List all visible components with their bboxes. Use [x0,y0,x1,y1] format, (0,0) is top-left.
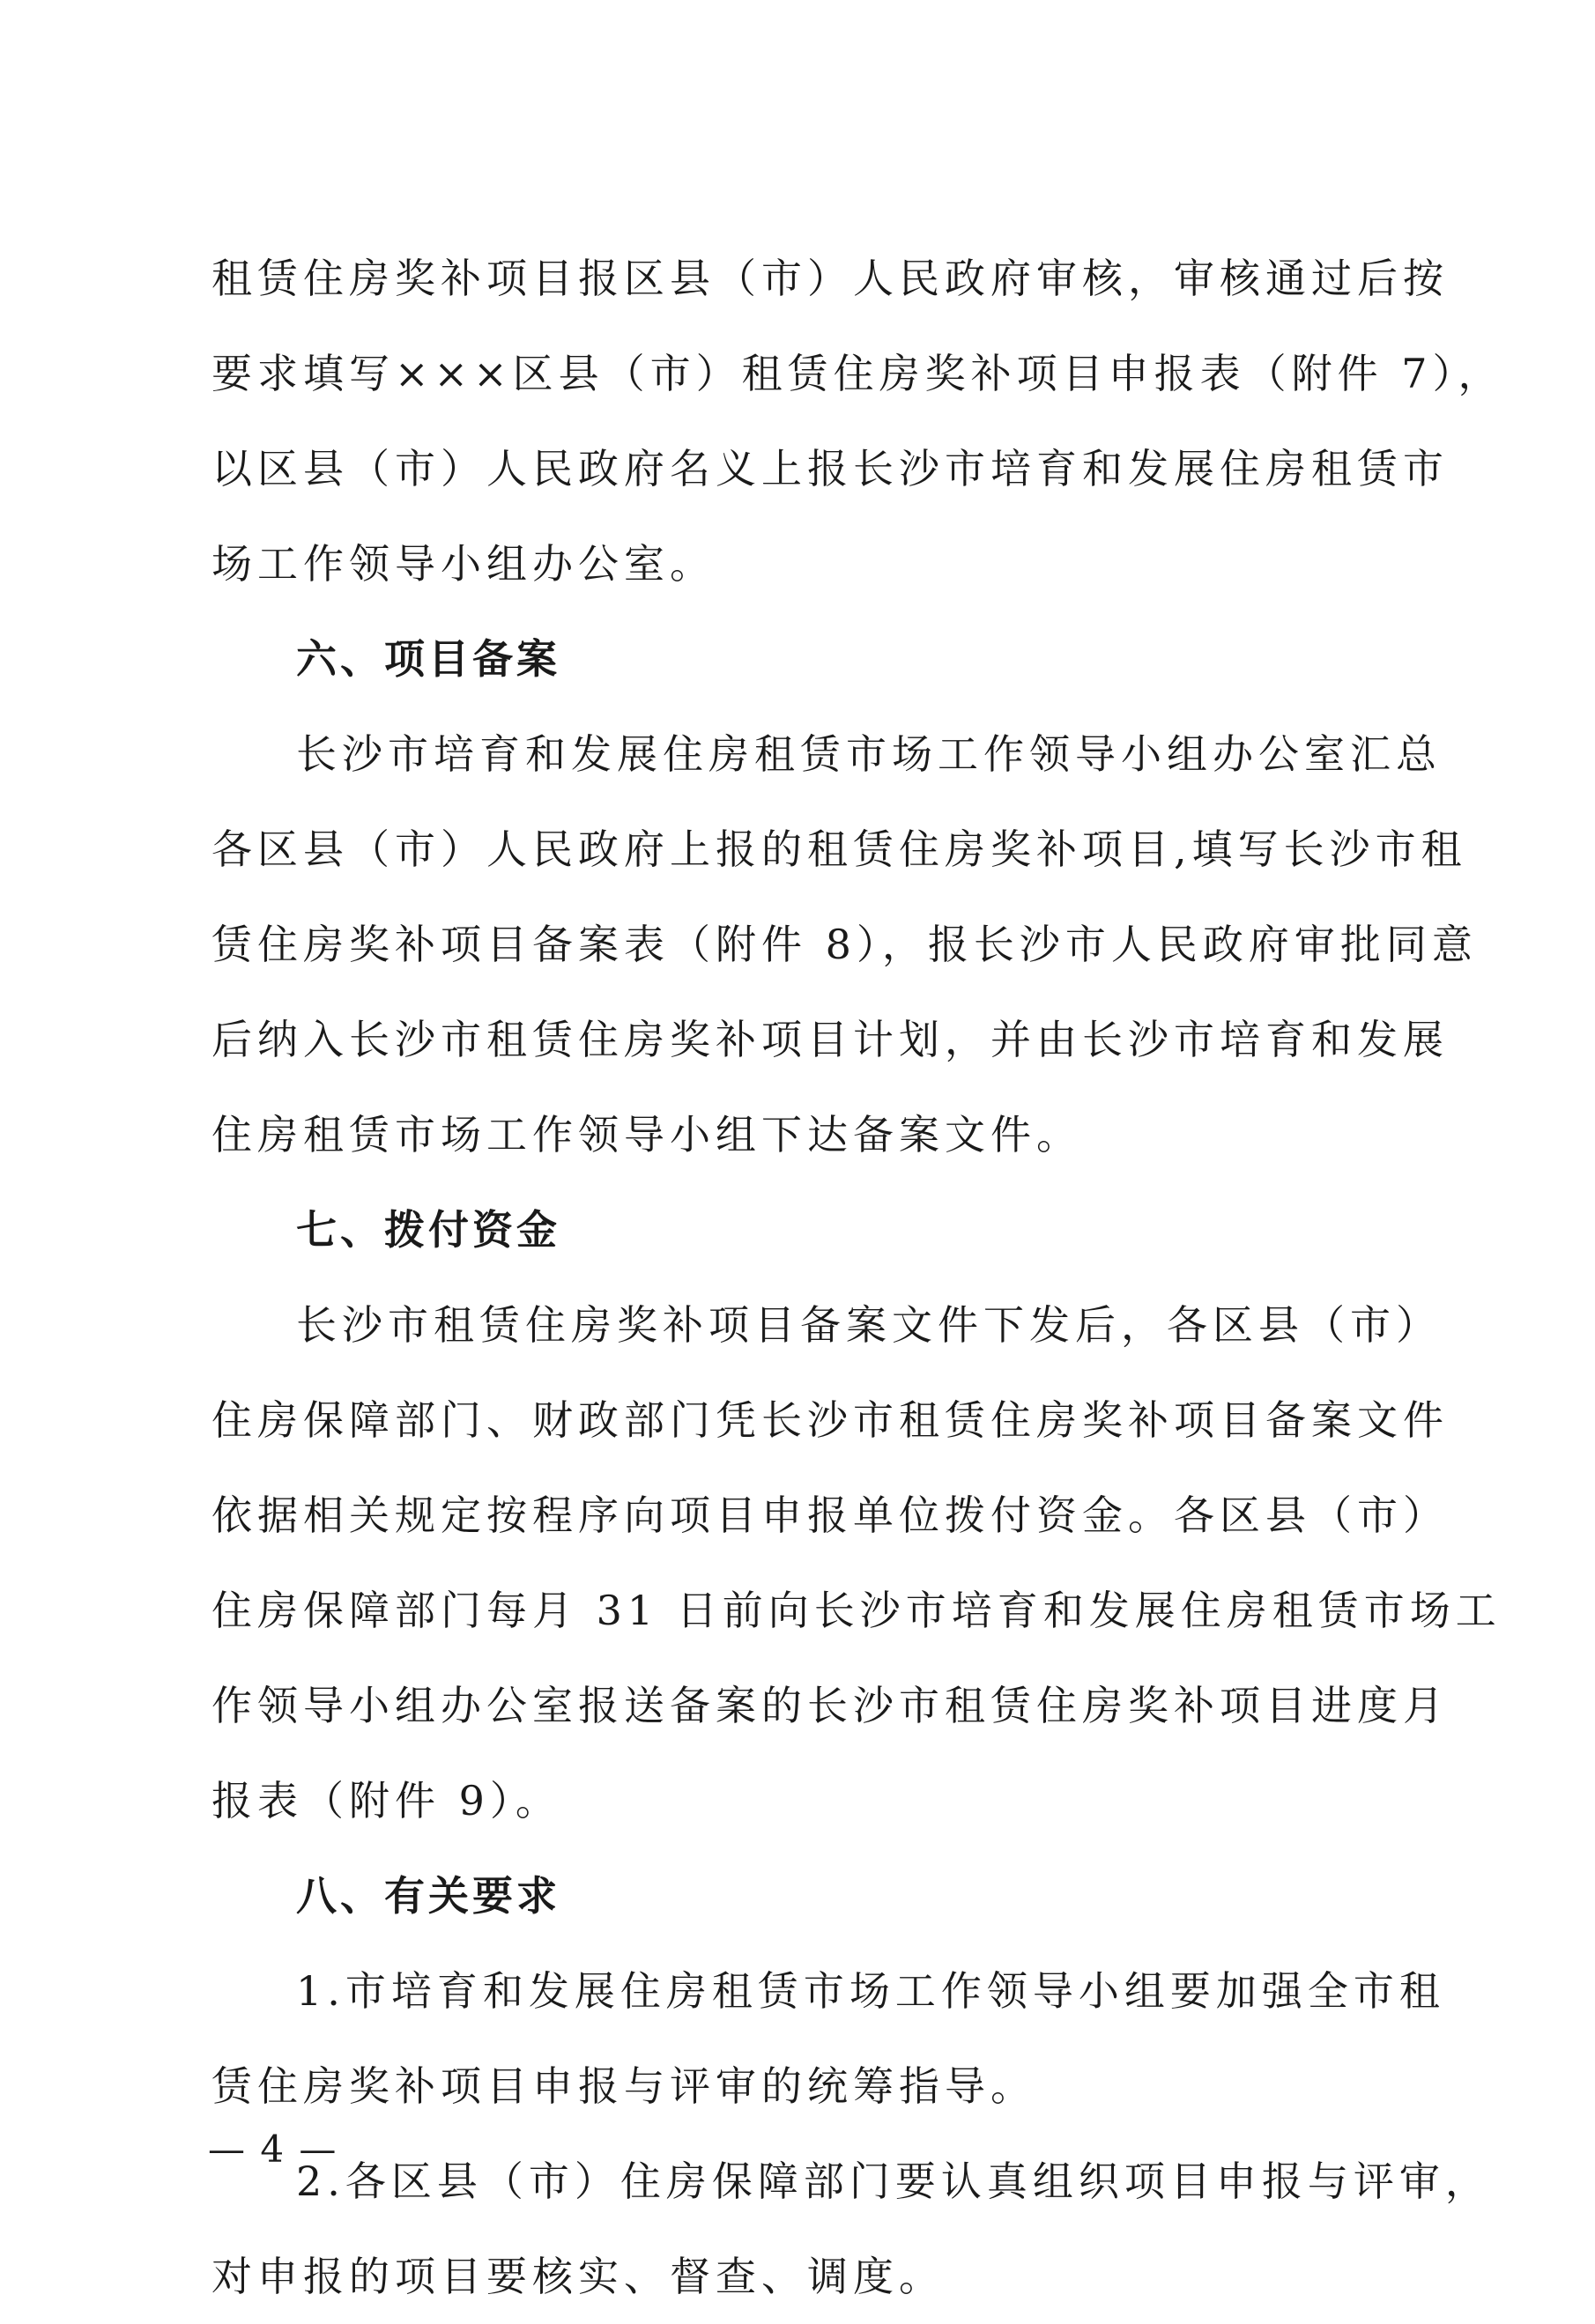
text-line: 报表（附件 9）。 [211,1777,561,1824]
text-line: 住房保障部门、财政部门凭长沙市租赁住房奖补项目备案文件 [211,1396,1449,1444]
text-line: 场工作领导小组办公室。 [211,540,716,588]
text-line: 后纳入长沙市租赁住房奖补项目计划，并由长沙市培育和发展 [211,1016,1449,1063]
text-line: 1.市培育和发展住房租赁市场工作领导小组要加强全市租 [296,1967,1445,2015]
text-line: 租赁住房奖补项目报区县（市）人民政府审核，审核通过后按 [211,255,1449,302]
section-heading-fund-allocation: 七、拨付资金 [296,1206,560,1254]
text-line: 赁住房奖补项目备案表（附件 8），报长沙市人民政府审批同意 [211,921,1478,968]
section-heading-project-filing: 六、项目备案 [296,635,560,683]
text-line: 依据相关规定按程序向项目申报单位拨付资金。各区县（市） [211,1491,1449,1539]
text-line: 以区县（市）人民政府名义上报长沙市培育和发展住房租赁市 [211,445,1449,492]
text-line: 2.各区县（市）住房保障部门要认真组织项目申报与评审， [296,2157,1491,2205]
text-line: 要求填写×××区县（市）租赁住房奖补项目申报表（附件 7）， [211,350,1504,397]
text-line: 住房租赁市场工作领导小组下达备案文件。 [211,1111,1082,1158]
section-heading-requirements: 八、有关要求 [296,1872,560,1920]
text-line: 对申报的项目要核实、督查、调度。 [211,2253,945,2300]
text-line: 长沙市培育和发展住房租赁市场工作领导小组办公室汇总 [296,730,1442,778]
text-line: 住房保障部门每月 31 日前向长沙市培育和发展住房租赁市场工 [211,1587,1502,1634]
text-line: 各区县（市）人民政府上报的租赁住房奖补项目,填写长沙市租 [211,825,1467,873]
text-line: 长沙市租赁住房奖补项目备案文件下发后，各区县（市） [296,1301,1442,1349]
page-number: — 4 — [208,2128,338,2171]
body-text [211,231,1504,2324]
text-line: 作领导小组办公室报送备案的长沙市租赁住房奖补项目进度月 [211,1682,1449,1729]
text-line: 赁住房奖补项目申报与评审的统筹指导。 [211,2062,1036,2110]
